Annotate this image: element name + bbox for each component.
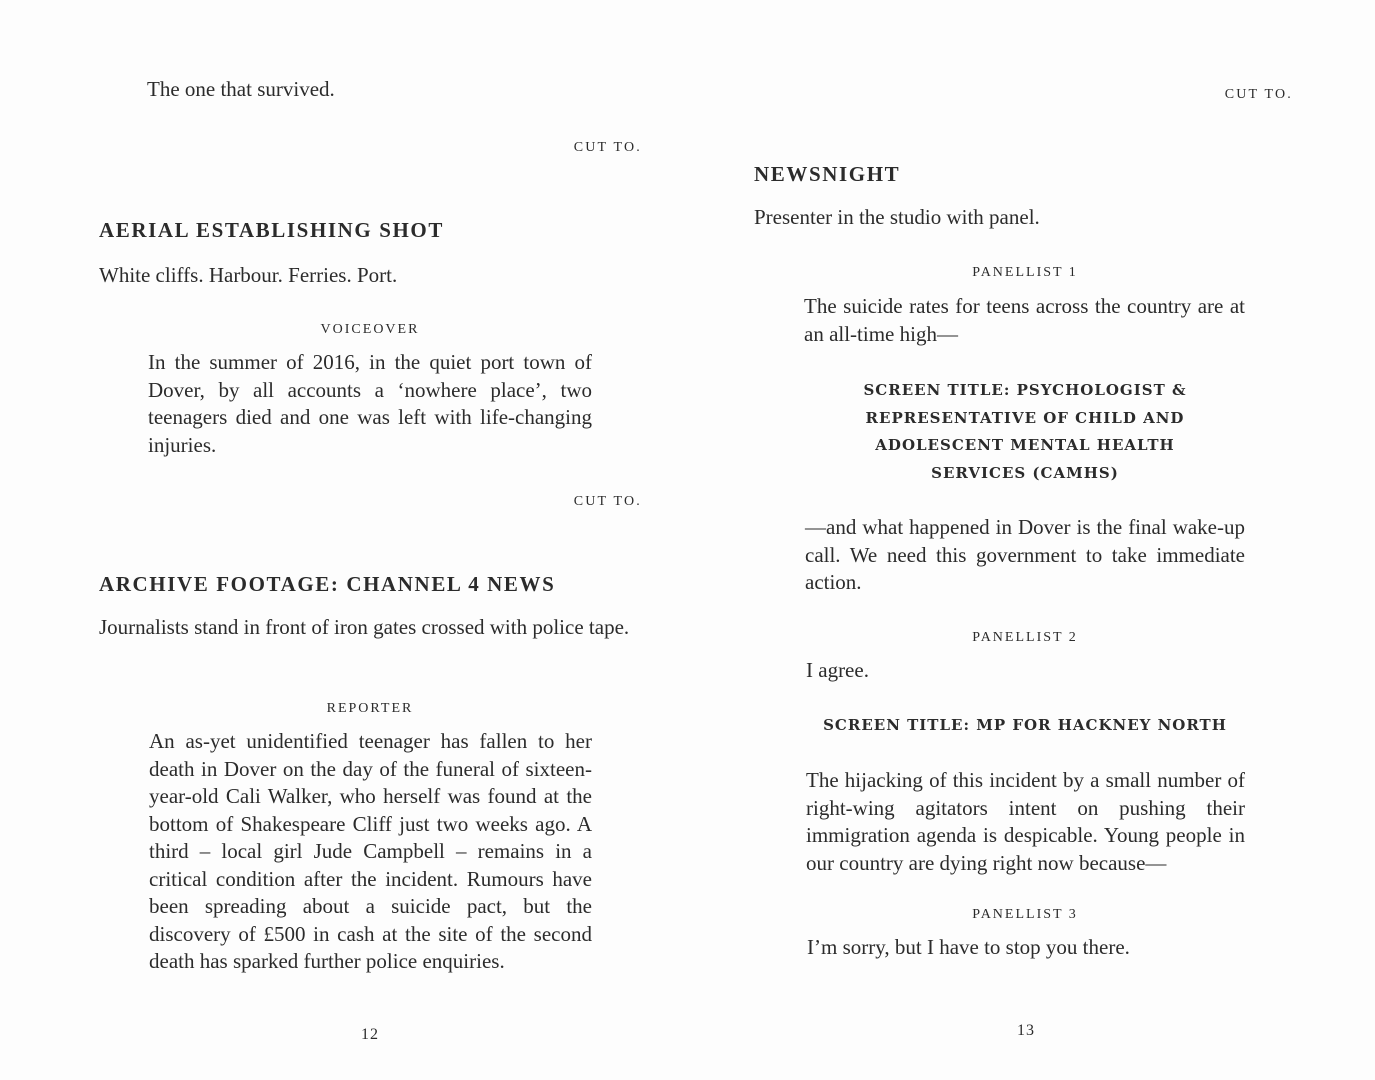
page-number: 12: [361, 1026, 379, 1043]
scene-action-newsnight: Presenter in the studio with panel.: [754, 205, 1040, 229]
page-number: 13: [1017, 1022, 1035, 1039]
scene-heading-archive: ARCHIVE FOOTAGE: CHANNEL 4 NEWS: [99, 572, 556, 596]
scene-action-aerial: White cliffs. Harbour. Ferries. Port.: [99, 263, 398, 287]
character-voiceover: VOICEOVER: [320, 322, 420, 337]
dialogue-voiceover: In the summer of 2016, in the quiet port town of Dover, by all accounts a ‘nowhere place’, two teenagers died and one was left with life-changing injuries.: [148, 350, 592, 457]
dialogue-panellist-1: The suicide rates for teens across the country are at an all-time high—: [804, 294, 1245, 346]
scene-heading-aerial: AERIAL ESTABLISHING SHOT: [99, 218, 444, 242]
opening-line: The one that survived.: [147, 77, 335, 101]
right-page: [690, 0, 1375, 1080]
screen-title-mp: SCREEN TITLE: MP FOR HACKNEY NORTH: [823, 716, 1227, 734]
dialogue-reporter: An as-yet unidentified teenager has fallen to her death in Dover on the day of the funeral of sixteen-year-old Cali Walker, who herself was found at the bottom of Shakespeare Cliff just two weeks ago. A third – local girl Jude Campbell – remains in a critical condition after the incident. Rumours have been spreading about a suicide pact, but the discovery of £500 in cash at the site of the second death has sparked further police enquiries.: [149, 729, 592, 973]
transition-cut-to: CUT TO.: [573, 494, 642, 509]
character-panellist-2: PANELLIST 2: [972, 630, 1078, 645]
transition-cut-to: CUT TO.: [1224, 87, 1293, 102]
scene-heading-newsnight: NEWSNIGHT: [754, 162, 901, 186]
dialogue-panellist-3: I’m sorry, but I have to stop you there.: [807, 935, 1130, 959]
scene-action-archive: Journalists stand in front of iron gates crossed with police tape.: [99, 615, 630, 639]
transition-cut-to: CUT TO.: [573, 140, 642, 155]
character-panellist-3: PANELLIST 3: [972, 907, 1078, 922]
dialogue-panellist-1-cont: —and what happened in Dover is the final wake-up call. We need this government to take immediate action.: [805, 515, 1245, 594]
character-reporter: REPORTER: [326, 701, 414, 716]
dialogue-panellist-2-cont: The hijacking of this incident by a small number of right-wing agitators intent on pushing their immigration agenda is despicable. Young people in our country are dying right now because—: [806, 768, 1245, 875]
screen-title-psychologist: SCREEN TITLE: PSYCHOLOGIST & REPRESENTATIVE OF CHILD AND ADOLESCENT MENTAL HEALTH SERVICES (CAMHS): [863, 381, 1187, 482]
character-panellist-1: PANELLIST 1: [972, 265, 1078, 280]
dialogue-panellist-2: I agree.: [806, 658, 869, 682]
